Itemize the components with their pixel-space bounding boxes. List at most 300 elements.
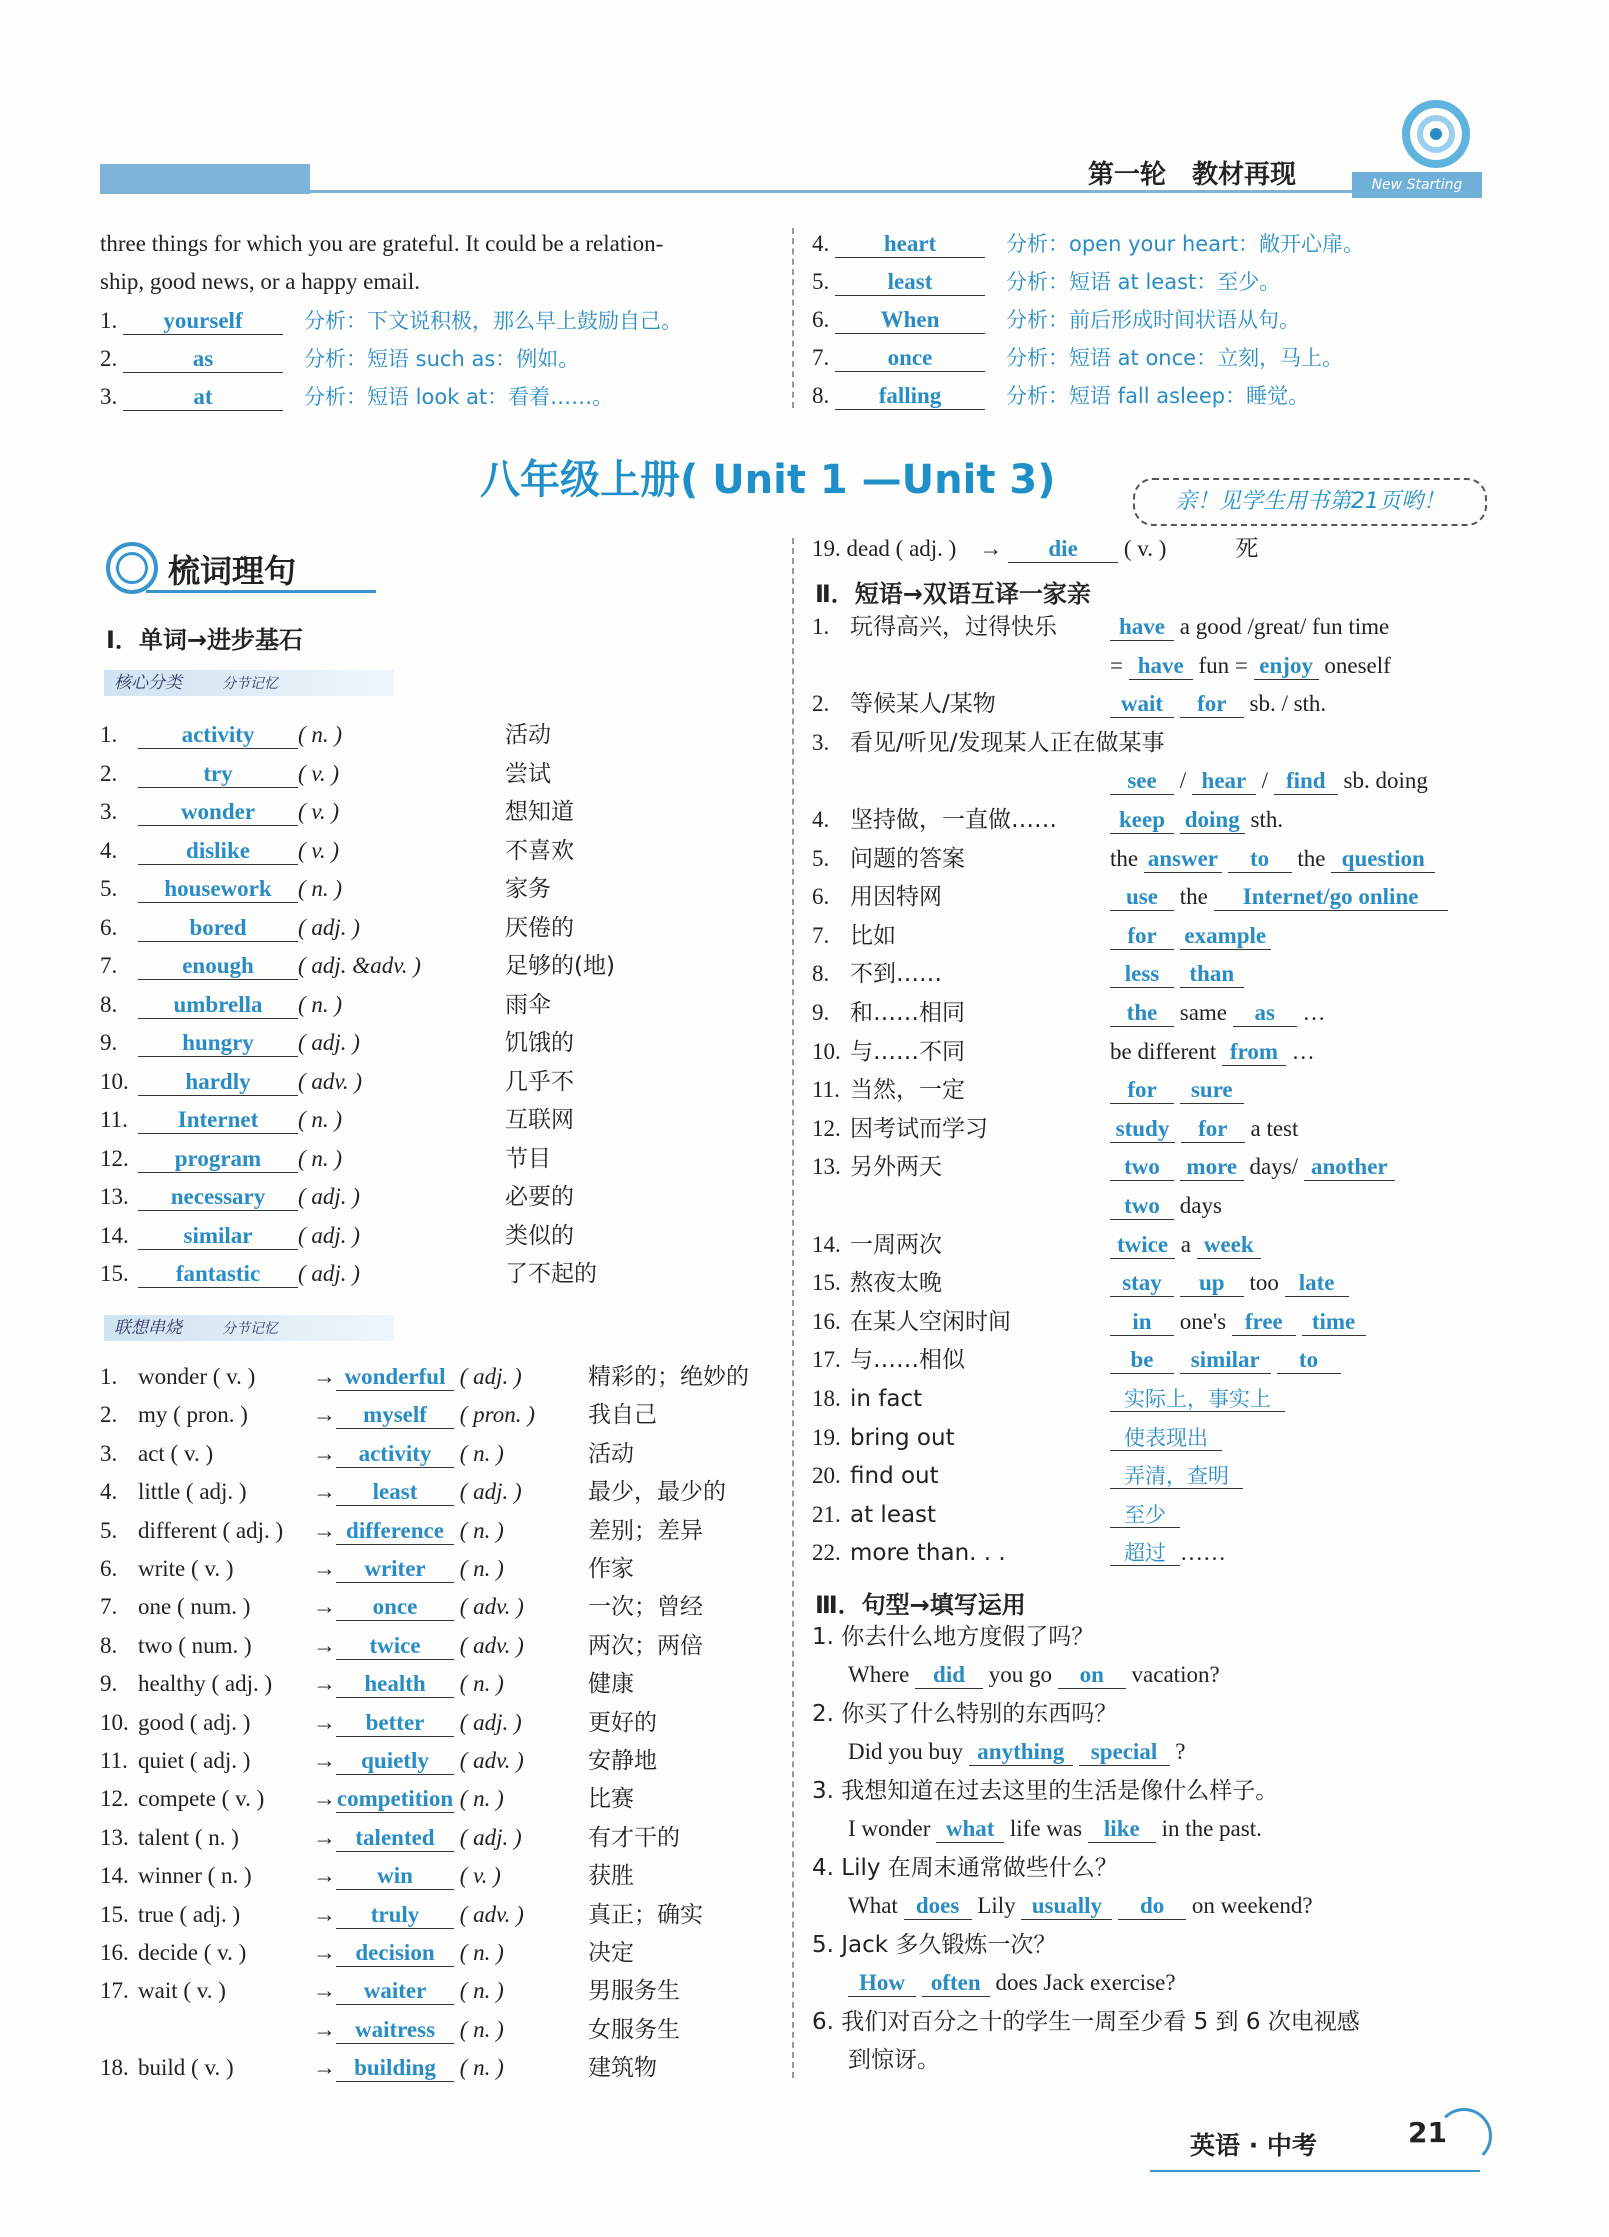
association-label: 联想串烧 (114, 1318, 182, 1338)
handwritten-answer: 使表现出 (1110, 1426, 1222, 1451)
phrase-text: more than. . . (850, 1540, 1006, 1567)
static-text: sb. doing (1343, 768, 1428, 794)
chinese-meaning: 家务 (505, 876, 551, 902)
answer-blank: as (123, 346, 283, 373)
sentence-chinese: 6. 我们对百分之十的学生一周至少看 5 到 6 次电视感 (812, 2009, 1360, 2035)
item-number: 1. (100, 722, 118, 747)
base-word: build ( v. ) (138, 2055, 234, 2081)
section-heading (106, 542, 376, 598)
part-of-speech: ( v. ) (1118, 536, 1236, 561)
part-of-speech: ( n. ) (454, 1978, 504, 2004)
chinese-meaning: 几乎不 (505, 1068, 574, 1095)
arrow: → (313, 1978, 336, 2004)
answer-blank: necessary (138, 1184, 298, 1211)
phrase-text: 坚持做，一直做…… (850, 807, 1057, 833)
arrow: → (313, 1479, 336, 1505)
item-number: 7. (812, 922, 830, 948)
part-of-speech: ( v. ) (298, 837, 340, 863)
item-number: 7. (812, 345, 835, 370)
item-number: 20. (812, 1463, 841, 1489)
sentence-chinese: 3. 我想知道在过去这里的生活是像什么样子。 (812, 1778, 1279, 1804)
analysis-note: 分析：open your heart：敞开心扉。 (985, 232, 1364, 256)
static-text: Where (848, 1662, 916, 1687)
association-row (100, 1938, 504, 1968)
static-text: = (1110, 652, 1129, 678)
answer-row (812, 229, 1364, 259)
association-row (100, 1823, 522, 1853)
phrase-answer (1110, 651, 1391, 681)
part-of-speech: ( adv. ) (454, 1632, 524, 1658)
item-number: 7. (100, 1594, 118, 1620)
static-text: the (1110, 845, 1144, 871)
answer-blank: better (336, 1710, 454, 1737)
answer-blank: decision (336, 1940, 454, 1967)
item-number: 12. (100, 1786, 129, 1812)
arrow: → (313, 2016, 336, 2042)
base-word: dead ( adj. ) → (846, 536, 1009, 561)
association-row (100, 1669, 504, 1699)
chinese-meaning: 不喜欢 (505, 837, 574, 864)
answer-blank: How (848, 1970, 916, 1997)
association-sub: 分节记忆 (222, 1321, 278, 1337)
answer-row (100, 344, 579, 374)
phrase-answer (1110, 1152, 1395, 1182)
phrase-chinese (812, 1114, 988, 1144)
item-number: 21. (812, 1501, 841, 1527)
answer-blank: once (336, 1594, 454, 1621)
inner-circle-icon (116, 552, 148, 584)
item-number: 13. (100, 1824, 129, 1850)
answer-blank: dislike (138, 838, 298, 865)
answer-blank: wonderful (336, 1364, 454, 1391)
chinese-meaning: 差别；差异 (588, 1517, 703, 1544)
section-title: 梳词理句 (168, 552, 297, 590)
part-of-speech: ( v. ) (454, 1863, 501, 1889)
answer-blank: like (1088, 1816, 1156, 1843)
answer-blank: least (835, 269, 985, 296)
column-divider-top (792, 228, 794, 408)
answer-blank: have (1110, 614, 1174, 641)
answer-row (100, 382, 613, 412)
arrow: → (313, 1748, 336, 1773)
item-number: 6. (100, 1556, 118, 1581)
item-number: 7. (100, 953, 118, 978)
chinese-meaning: 我自己 (588, 1402, 657, 1429)
static-text: ? (1175, 1739, 1186, 1764)
part-of-speech: ( n. ) (454, 2016, 504, 2042)
part-of-speech: ( adj. ) (298, 1184, 360, 1209)
sentence-answer (848, 1737, 1185, 1767)
answer-blank: enough (138, 953, 298, 980)
answer-row (812, 381, 1309, 411)
answer-blank: free (1232, 1309, 1296, 1336)
answer-blank: health (336, 1671, 454, 1698)
arrow: → (313, 1594, 336, 1620)
item-number: 8. (812, 383, 835, 408)
chinese-meaning: 雨伞 (505, 991, 551, 1018)
phrase-chinese (812, 1075, 965, 1105)
static-text: on weekend? (1191, 1893, 1313, 1918)
base-word: quiet ( adj. ) (138, 1748, 251, 1773)
item-number: 10. (100, 1709, 129, 1735)
core-word-row (100, 1259, 360, 1289)
core-word-row (100, 874, 342, 904)
phrase-chinese (812, 689, 996, 719)
item-number: 15. (100, 1261, 129, 1286)
item-number: 3. (812, 729, 830, 755)
static-text: … (1291, 1038, 1315, 1064)
item-number: 5. (100, 876, 118, 901)
part-of-speech: ( n. ) (298, 1145, 343, 1171)
core-word-row (100, 1144, 342, 1174)
arrow: → (313, 1671, 336, 1697)
item-number: 8. (100, 1632, 118, 1658)
association-row (100, 1631, 524, 1661)
answer-blank: similar (1180, 1347, 1271, 1374)
item-number: 17. (812, 1347, 841, 1373)
static-text: sth. (1250, 807, 1284, 832)
static-text: oneself (1324, 652, 1391, 678)
analysis-note: 分析：短语 at least：至少。 (985, 270, 1281, 294)
answer-blank: special (1079, 1739, 1170, 1766)
answer-row (812, 343, 1343, 373)
analysis-note: 分析：短语 such as：例如。 (283, 347, 580, 371)
item-number: 13. (812, 1154, 841, 1180)
phrase-answer (1110, 1191, 1222, 1221)
answer-blank: does (904, 1893, 972, 1920)
phrase-text: 与……相似 (850, 1347, 965, 1374)
core-word-row (100, 1105, 342, 1135)
static-text: … (1302, 1000, 1326, 1025)
answer-blank: stay (1110, 1270, 1174, 1297)
answer-blank: twice (1110, 1232, 1175, 1259)
answer-blank: hungry (138, 1030, 298, 1057)
static-text: a (1180, 1231, 1197, 1257)
association-row (100, 1554, 504, 1584)
chinese-meaning: 活动 (588, 1440, 634, 1467)
static-text: / (1261, 768, 1274, 794)
answer-blank: late (1285, 1270, 1349, 1297)
answer-row (812, 305, 1300, 335)
answer-blank: be (1110, 1347, 1174, 1374)
phrase-answer (1110, 921, 1271, 951)
part-of-speech: ( adj. ) (298, 1222, 360, 1248)
part-of-speech: ( n. ) (298, 876, 343, 901)
item-number: 18. (100, 2055, 129, 2081)
base-word: act ( v. ) (138, 1440, 214, 1466)
item-number: 14. (100, 1222, 129, 1248)
chinese-meaning: 想知道 (505, 799, 574, 825)
handwritten-answer: 实际上，事实上 (1110, 1387, 1285, 1412)
answer-blank: for (1180, 691, 1244, 718)
answer-blank: for (1110, 1077, 1174, 1104)
answer-blank: fantastic (138, 1261, 298, 1288)
chinese-meaning: 真正；确实 (588, 1901, 703, 1928)
item-number: 1. (100, 308, 123, 333)
phrase-chinese (812, 959, 942, 989)
handwritten-answer: 超过 (1110, 1541, 1180, 1566)
phrase-chinese (812, 1384, 922, 1414)
phrase-chinese (812, 998, 965, 1028)
item-number: 4. (812, 807, 830, 832)
phrase-answer (1110, 1461, 1243, 1491)
item-number: 3. (100, 1440, 118, 1466)
item-number: 10. (100, 1068, 129, 1094)
item-number: 2. (100, 346, 123, 371)
arrow: → (313, 1364, 336, 1389)
item-number: 11. (100, 1748, 128, 1773)
part-of-speech: ( adj. ) (454, 1364, 522, 1389)
association-row (100, 1439, 504, 1469)
static-text: too (1249, 1270, 1285, 1296)
phrase-chinese (812, 1037, 965, 1067)
phrase-chinese (812, 1307, 1011, 1337)
base-word: little ( adj. ) (138, 1479, 247, 1505)
phrase-chinese (812, 1538, 1006, 1568)
part-of-speech: ( pron. ) (454, 1402, 535, 1428)
item-number: 10. (812, 1038, 841, 1064)
chinese-meaning: 了不起的 (505, 1261, 597, 1287)
arrow: → (313, 2055, 336, 2081)
answer-blank: often (922, 1970, 990, 1997)
phrase-answer (1110, 1345, 1341, 1375)
item-number: 3. (100, 799, 118, 824)
phrase-answer (1110, 1114, 1298, 1144)
phrase-text: 当然，一定 (850, 1077, 965, 1104)
phrase-chinese (812, 921, 896, 951)
part-of-speech: ( n. ) (454, 1671, 504, 1697)
item-number: 13. (100, 1184, 129, 1209)
part-of-speech: ( n. ) (298, 1107, 343, 1132)
item-number: 2. (812, 691, 830, 717)
base-word: two ( num. ) (138, 1632, 252, 1658)
core-word-row (100, 990, 342, 1020)
answer-blank: housework (138, 876, 298, 903)
top-paragraph-line-1: three things for which you are grateful. It could be a relation- (100, 231, 664, 256)
answer-blank: for (1110, 923, 1174, 950)
part-of-speech: ( adj. &adv. ) (298, 953, 421, 978)
phrase-answer (1110, 1075, 1244, 1105)
answer-blank: activity (336, 1441, 454, 1468)
static-text: / (1179, 768, 1192, 794)
top-paragraph-line-2: ship, good news, or a happy email. (100, 269, 421, 294)
part-of-speech: ( adv. ) (454, 1901, 524, 1927)
chinese-meaning: 获胜 (588, 1863, 634, 1890)
part-of-speech: ( adv. ) (454, 1748, 524, 1773)
item-number: 6. (812, 307, 835, 332)
answer-blank: yourself (123, 308, 283, 335)
answer-blank: did (915, 1662, 983, 1689)
base-word: true ( adj. ) (138, 1901, 241, 1927)
phrase-text: 问题的答案 (850, 845, 965, 872)
part-of-speech: ( adj. ) (298, 1261, 360, 1286)
answer-blank: once (835, 345, 985, 372)
core-category-tag (104, 670, 394, 696)
part-of-speech: ( n. ) (454, 1440, 504, 1466)
arrow: → (313, 1786, 336, 1812)
phrase-answer (1110, 766, 1428, 796)
chinese-meaning: 健康 (588, 1671, 634, 1698)
answer-blank: question (1331, 846, 1435, 873)
item-number: 6. (812, 884, 830, 910)
arrow: → (313, 1709, 336, 1735)
item-number: 2. (100, 760, 118, 786)
answer-blank: two (1110, 1193, 1174, 1220)
static-text: What (848, 1893, 904, 1918)
phrase-chinese (812, 1461, 939, 1491)
phrase-text: 和……相同 (850, 1000, 965, 1026)
item-number: 14. (812, 1231, 841, 1257)
analysis-note: 分析：短语 fall asleep：睡觉。 (985, 384, 1310, 408)
phrase-chinese (812, 1345, 965, 1375)
chinese-meaning: 饥饿的 (505, 1030, 574, 1056)
phrase-answer (1110, 998, 1326, 1028)
answer-blank: die (1008, 536, 1118, 563)
core-word-row (100, 951, 421, 981)
phrase-answer (1110, 1500, 1180, 1530)
chinese-meaning: 必要的 (505, 1184, 574, 1210)
chinese-meaning: 更好的 (588, 1709, 657, 1736)
phrase-text: find out (850, 1463, 939, 1490)
answer-blank: heart (835, 231, 985, 258)
answer-blank: try (138, 761, 298, 788)
answer-blank: to (1277, 1347, 1341, 1374)
answer-blank: for (1181, 1116, 1245, 1143)
phrase-answer (1110, 1307, 1366, 1337)
answer-blank: twice (336, 1633, 454, 1660)
answer-blank: see (1110, 768, 1174, 795)
answer-blank: another (1304, 1154, 1395, 1181)
answer-blank: win (336, 1863, 454, 1890)
answer-blank: use (1110, 884, 1174, 911)
item-number: 5. (100, 1517, 118, 1543)
part-of-speech: ( adv. ) (298, 1068, 363, 1094)
answer-blank: difference (336, 1518, 454, 1545)
answer-blank: similar (138, 1223, 298, 1250)
item-number: 4. (812, 231, 835, 256)
answer-blank: to (1228, 846, 1292, 873)
phrase-answer (1110, 1230, 1261, 1260)
answer-blank: talented (336, 1825, 454, 1852)
phrase-text: 等候某人/某物 (850, 691, 996, 718)
base-word: decide ( v. ) (138, 1940, 247, 1965)
phrase-text: 熬夜太晚 (850, 1270, 942, 1297)
base-word: talent ( n. ) (138, 1824, 239, 1850)
item-number: 8. (100, 991, 118, 1017)
core-category-label: 核心分类 (114, 673, 182, 693)
chinese-meaning: 节目 (505, 1145, 551, 1172)
part-of-speech: ( n. ) (454, 2055, 504, 2081)
item-number: 18. (812, 1386, 841, 1411)
item-number: 9. (100, 1030, 118, 1055)
answer-blank: quietly (336, 1748, 454, 1775)
base-word: compete ( v. ) (138, 1786, 265, 1812)
item-number: 15. (100, 1901, 129, 1927)
arrow: → (313, 1632, 336, 1658)
chinese-meaning: 女服务生 (588, 2016, 680, 2043)
core-word-row (100, 836, 339, 866)
association-row (100, 1362, 522, 1392)
column-divider-main (792, 538, 794, 2078)
sentence-answer (848, 1814, 1262, 1844)
answer-blank: writer (336, 1556, 454, 1583)
answer-blank: falling (835, 383, 985, 410)
answer-blank: up (1180, 1270, 1244, 1297)
answer-blank: building (336, 2055, 454, 2082)
answer-blank: anything (969, 1739, 1073, 1766)
phrase-chinese (812, 1152, 942, 1182)
phrase-text: 看见/听见/发现某人正在做某事 (850, 729, 1165, 756)
part1-heading: Ⅰ．单词→进步基石 (106, 626, 304, 654)
answer-blank: Internet/go online (1214, 884, 1448, 911)
phrase-answer (1110, 805, 1283, 835)
static-text: you go (988, 1662, 1058, 1687)
answer-blank: sure (1180, 1077, 1244, 1104)
page-number: 21 (1408, 2116, 1447, 2149)
sentence-answer (848, 1891, 1313, 1921)
phrase-answer (1110, 1268, 1349, 1298)
part-of-speech: ( n. ) (454, 1940, 504, 1965)
answer-blank: answer (1144, 846, 1222, 873)
phrase-answer (1110, 689, 1326, 719)
answer-blank: umbrella (138, 992, 298, 1019)
arrow: → (313, 1824, 336, 1850)
association-row (100, 1708, 522, 1738)
sentence-answer (848, 2045, 940, 2075)
arrow: → (313, 1901, 336, 1927)
part-of-speech: ( adj. ) (454, 1709, 522, 1735)
base-word: different ( adj. ) (138, 1517, 284, 1543)
association-row (100, 1976, 504, 2006)
core-word-row (100, 1221, 360, 1251)
answer-blank: truly (336, 1902, 454, 1929)
association-row (100, 1900, 524, 1930)
base-word: my ( pron. ) (138, 1402, 248, 1428)
analysis-note: 分析：前后形成时间状语从句。 (985, 308, 1300, 332)
phrase-text: bring out (850, 1424, 955, 1451)
answer-blank: hardly (138, 1069, 298, 1096)
chinese-meaning: 活动 (505, 722, 551, 748)
chinese-meaning: 建筑物 (588, 2055, 657, 2082)
phrase-text: 用因特网 (850, 884, 942, 911)
part-of-speech: ( v. ) (298, 760, 340, 786)
base-word: winner ( n. ) (138, 1863, 252, 1889)
static-text: I wonder (848, 1816, 937, 1841)
item-number: 6. (100, 914, 118, 940)
answer-blank: program (138, 1146, 298, 1173)
answer-blank: bored (138, 915, 298, 942)
answer-blank: at (123, 384, 283, 411)
phrase-text: 另外两天 (850, 1154, 942, 1181)
chinese-meaning: 两次；两倍 (588, 1632, 703, 1659)
core-word-row (100, 913, 360, 943)
item-number: 11. (812, 1077, 840, 1103)
answer-blank: myself (336, 1402, 454, 1429)
core-word-row (100, 720, 342, 750)
core-word-row (100, 797, 339, 827)
static-text: the (1297, 845, 1332, 871)
base-word: one ( num. ) (138, 1594, 251, 1620)
analysis-note: 分析：短语 at once：立刻，马上。 (985, 346, 1344, 370)
sentence-chinese: 2. 你买了什么特别的东西吗？ (812, 1701, 1118, 1727)
handwritten-answer: 至少 (1110, 1503, 1180, 1528)
answer-blank: doing (1180, 807, 1245, 834)
chinese-meaning: 死 (1235, 536, 1259, 562)
static-text: Lily (977, 1893, 1022, 1918)
static-text: same (1179, 1000, 1233, 1025)
analysis-note: 分析：短语 look at：看着……。 (283, 385, 614, 409)
phrase-chinese (812, 728, 1165, 758)
